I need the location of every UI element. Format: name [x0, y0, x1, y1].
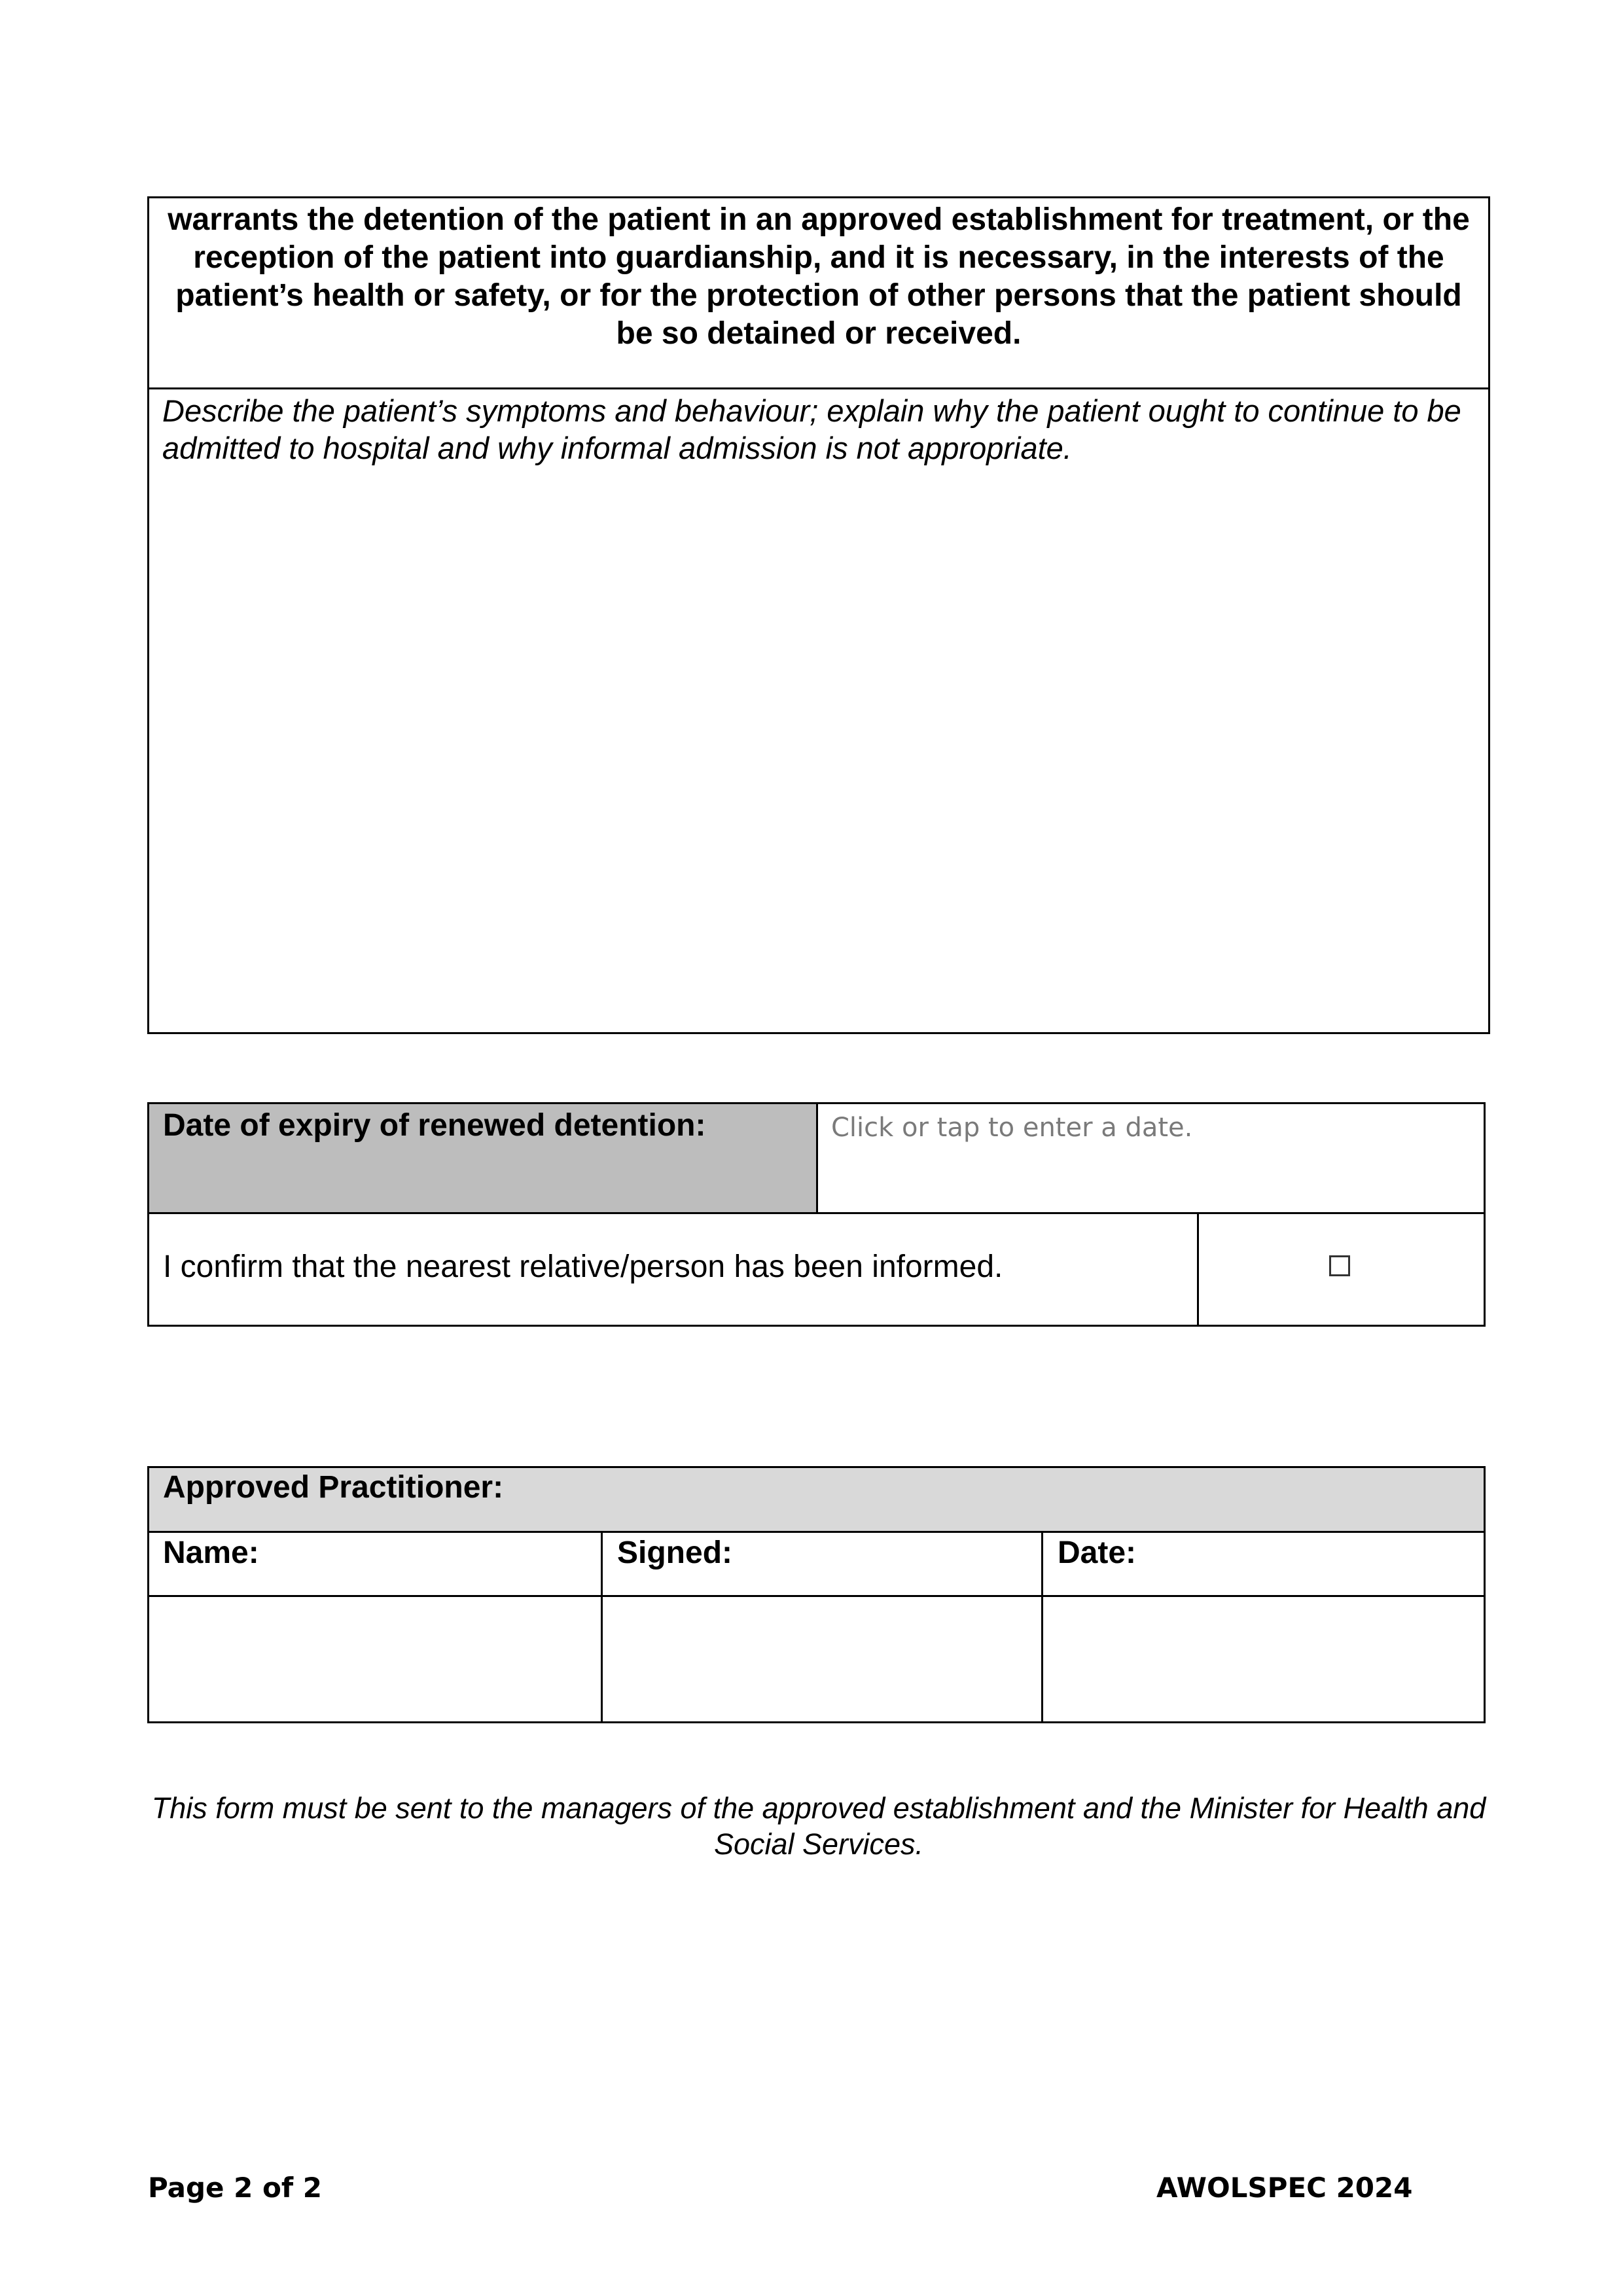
- table-border: [147, 1466, 1486, 1468]
- name-header: Name:: [163, 1535, 259, 1570]
- confirmation-checkbox[interactable]: [1329, 1255, 1350, 1276]
- expiry-label: Date of expiry of renewed detention:: [163, 1108, 706, 1143]
- date-field[interactable]: [1042, 1596, 1486, 1723]
- confirmation-text: I confirm that the nearest relative/person has been informed.: [163, 1249, 1003, 1284]
- criteria-heading-box: [147, 196, 1490, 387]
- table-border: [601, 1531, 603, 1723]
- page-number: Page 2 of 2: [148, 2172, 322, 2204]
- signed-header-cell: [601, 1532, 1042, 1596]
- confirmation-text-cell: [147, 1213, 1198, 1326]
- table-border: [147, 1466, 149, 1723]
- submission-note: This form must be sent to the managers of the approved establishment and the Minister for Health and Social Services.: [151, 1791, 1486, 1861]
- criteria-heading: warrants the detention of the patient in an approved establishment for treatment, or the reception of the patient into guardianship, and it is necessary, in the interests of the patient’s health or safety, or for the protection of other persons that the patient should be so detained or received.: [168, 202, 1470, 351]
- expiry-date-placeholder: Click or tap to enter a date.: [831, 1113, 1193, 1143]
- table-border: [147, 1325, 1486, 1327]
- approved-practitioner-title: Approved Practitioner:: [163, 1470, 504, 1505]
- signed-header: Signed:: [617, 1535, 732, 1570]
- table-border: [147, 1531, 1486, 1533]
- symptoms-instruction: Describe the patient’s symptoms and behaviour; explain why the patient ought to continue to be admitted to hospital and why informal admission is not appropriate.: [162, 393, 1461, 465]
- form-code: AWOLSPEC 2024: [1156, 2172, 1413, 2204]
- table-border: [1197, 1212, 1199, 1326]
- expiry-date-input[interactable]: [817, 1102, 1486, 1213]
- name-header-cell: [147, 1532, 601, 1596]
- signature-field[interactable]: [601, 1596, 1042, 1723]
- table-border: [147, 1721, 1486, 1723]
- table-border: [147, 1102, 149, 1327]
- expiry-label-cell: [147, 1102, 817, 1213]
- table-border: [816, 1102, 818, 1213]
- date-header-cell: [1042, 1532, 1486, 1596]
- date-header: Date:: [1058, 1535, 1137, 1570]
- symptoms-description-box[interactable]: [147, 387, 1490, 1034]
- table-border: [1041, 1531, 1043, 1723]
- table-border: [147, 1595, 1486, 1597]
- table-border: [1484, 1466, 1486, 1723]
- approved-practitioner-header: [147, 1467, 1486, 1532]
- name-field[interactable]: [147, 1596, 601, 1723]
- table-border: [1484, 1102, 1486, 1327]
